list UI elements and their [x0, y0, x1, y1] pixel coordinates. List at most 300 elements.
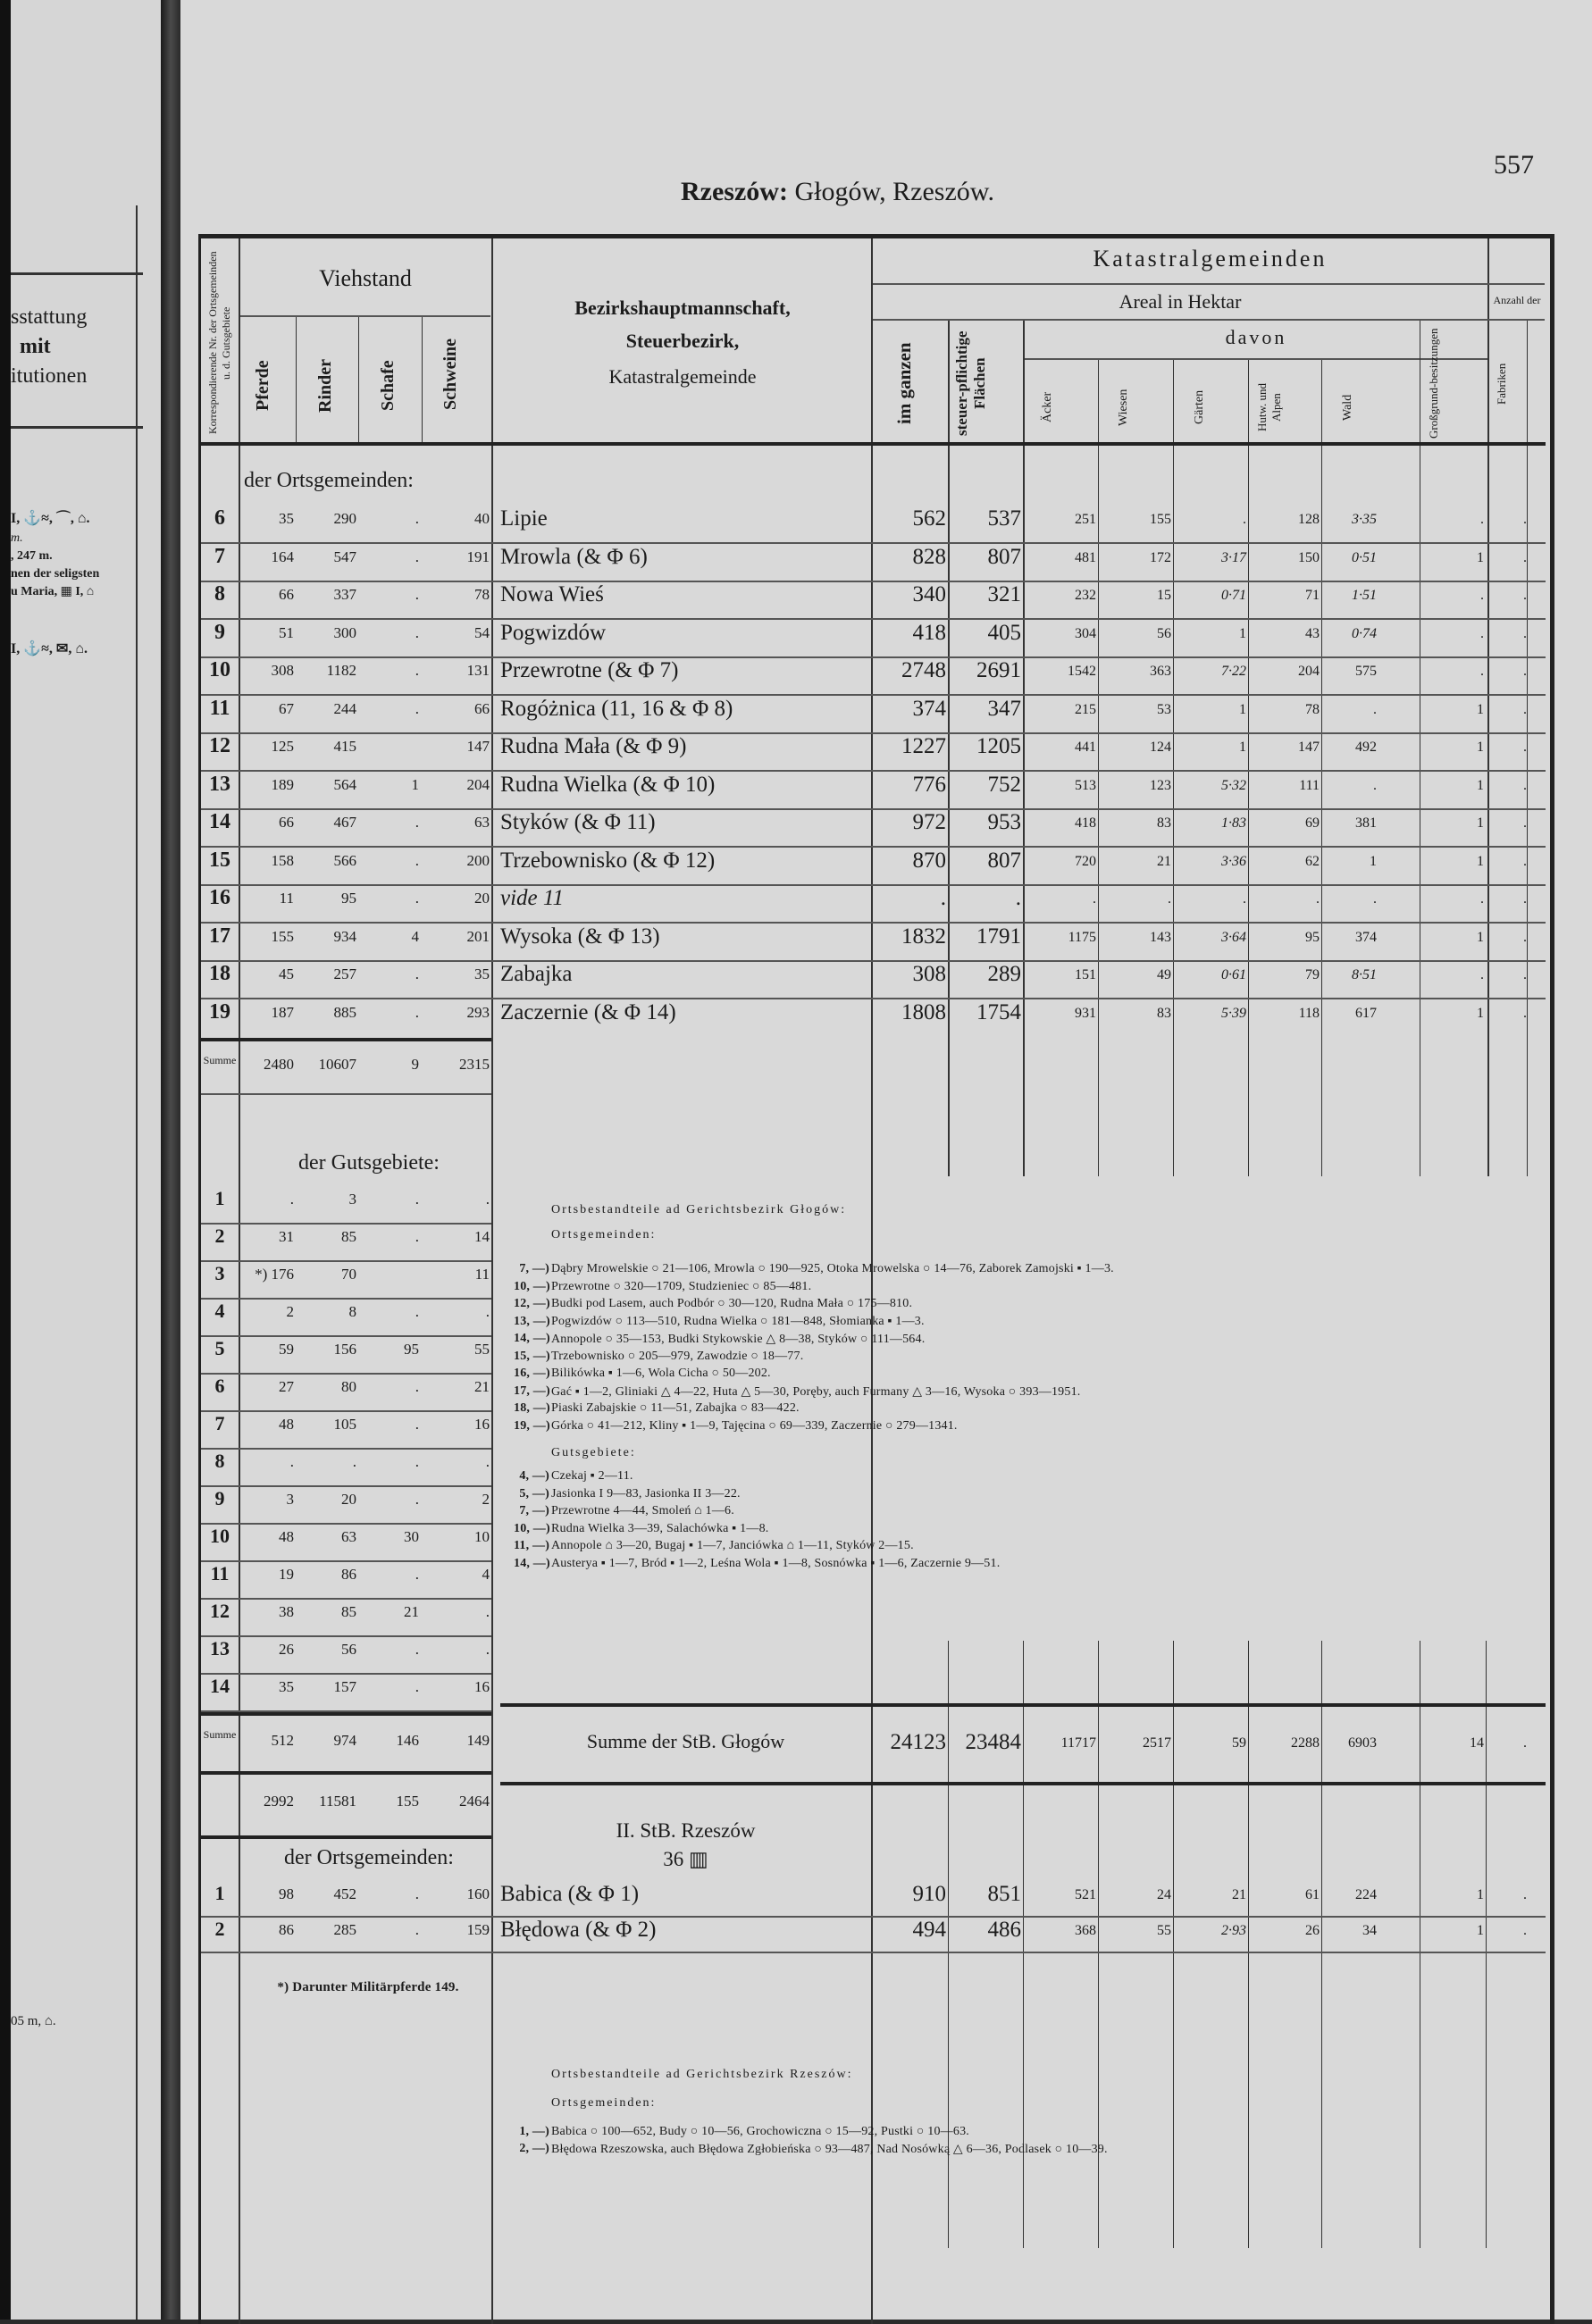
areal-gross: . — [1480, 625, 1484, 641]
areal-wald: 575 — [1355, 664, 1377, 679]
row-divider — [201, 1598, 491, 1600]
col-divider — [1248, 1641, 1249, 2248]
note-ref: 5, —) — [519, 1486, 549, 1501]
row-number: 11 — [210, 1562, 230, 1584]
title-district: Rzeszów: — [681, 177, 788, 206]
areal-ack: 215 — [1075, 701, 1096, 717]
note-line: Babica ○ 100—652, Budy ○ 10—56, Grochowiczna ○ 15—92, Pustki ○ 10—63. — [551, 2125, 969, 2138]
col-header-grossgrund: Großgrund-besitzungen — [1427, 328, 1440, 439]
row-divider — [201, 1260, 491, 1262]
vieh-sc: . — [415, 966, 419, 982]
vieh-ri: 95 — [341, 890, 356, 907]
areal-gross: 1 — [1477, 815, 1484, 831]
areal-steuer: 405 — [987, 620, 1021, 645]
row-number: 17 — [209, 924, 230, 948]
vieh-sw: 14 — [474, 1228, 490, 1245]
vieh-pf: 98 — [279, 1885, 294, 1902]
note-line: Pogwizdów ○ 113—510, Rudna Wielka ○ 181—848, Słomianka ▪ 1—3. — [551, 1314, 925, 1328]
row-divider — [201, 1410, 491, 1412]
stb-heading: II. StB. Rzeszów — [616, 1819, 756, 1842]
row-number: 3 — [214, 1262, 225, 1284]
left-fragment-line: nen der seligsten — [11, 567, 100, 581]
vieh-pf: 35 — [279, 510, 294, 527]
page-edge — [0, 0, 11, 2320]
page-number: 557 — [1494, 150, 1534, 180]
vieh-sw: 2 — [482, 1491, 490, 1508]
row-number: 8 — [214, 1450, 225, 1472]
page — [180, 0, 1592, 2320]
col-divider — [1173, 360, 1174, 1176]
areal-ganz: 374 — [912, 696, 946, 721]
areal-fab: . — [1523, 929, 1527, 945]
col-header-davon: davon — [1225, 326, 1287, 348]
sum-ri: 10607 — [318, 1056, 356, 1073]
areal-steuer: 321 — [987, 582, 1021, 606]
areal-steuer: 1791 — [976, 924, 1021, 949]
areal-ack: 513 — [1075, 777, 1096, 793]
areal-gross: . — [1480, 664, 1484, 679]
areal-hut: 128 — [1298, 512, 1320, 527]
row-number: 2 — [214, 1918, 225, 1940]
vieh-pf: 51 — [279, 623, 294, 641]
note-ref: 16, —) — [514, 1367, 550, 1380]
sum-pf: 512 — [271, 1732, 294, 1749]
left-fragment-line: u Maria, ▦ I, ⌂ — [11, 585, 95, 598]
vieh-sw: 159 — [466, 1921, 490, 1938]
left-heading-2: mit — [20, 335, 51, 358]
vieh-pf: 66 — [279, 814, 294, 831]
areal-gar: 5·32 — [1221, 777, 1246, 793]
vieh-sw: 11 — [474, 1266, 490, 1283]
sum-rule — [201, 1093, 491, 1095]
vieh-sw: 20 — [474, 890, 490, 907]
areal-wie: 21 — [1157, 853, 1171, 869]
vieh-ri: 8 — [348, 1303, 356, 1320]
areal-wald: 1 — [1370, 853, 1377, 869]
col-header-areal: Areal in Hektar — [1119, 290, 1242, 313]
areal-ganz: 870 — [912, 848, 946, 873]
sum-sw: 2315 — [459, 1056, 490, 1073]
vieh-pf: 48 — [279, 1528, 294, 1545]
areal-fab: . — [1523, 512, 1527, 527]
vieh-pf: 27 — [279, 1378, 294, 1395]
notes-heading: Ortsbestandteile ad Gerichtsbezirk Rzeszów: — [551, 2068, 853, 2081]
note-line: Przewrotne 4—44, Smoleń ⌂ 1—6. — [551, 1504, 734, 1517]
areal-ack: 418 — [1075, 815, 1096, 831]
areal-ganz: 1808 — [901, 999, 946, 1024]
left-heading-3: itutionen — [11, 364, 88, 388]
areal-ack: 1542 — [1068, 664, 1096, 679]
col-header-rinder: Rinder — [315, 359, 335, 413]
vieh-sc: . — [415, 1885, 419, 1902]
areal-wald: . — [1373, 777, 1377, 793]
col-header-gaerten: Gärten — [1193, 389, 1206, 425]
katastralgemeinde-name: Lipie — [500, 506, 548, 531]
areal-ack: 931 — [1075, 1005, 1096, 1021]
areal-gross: 1 — [1477, 853, 1484, 869]
areal-wald: 374 — [1355, 929, 1377, 945]
note-line: Trzebownisko ○ 205—979, Zawodzie ○ 18—77. — [551, 1349, 804, 1363]
row-divider — [201, 1635, 491, 1637]
vieh-ri: 290 — [333, 510, 356, 527]
vieh-pf: 187 — [271, 1003, 294, 1021]
vieh-pf: 19 — [279, 1566, 294, 1583]
row-number: 2 — [214, 1225, 225, 1247]
vieh-sc: . — [415, 851, 419, 869]
sum-pf: 2480 — [264, 1056, 294, 1073]
areal-ack: 481 — [1075, 549, 1096, 565]
row-divider — [201, 1298, 491, 1300]
note-line: Jasionka I 9—83, Jasionka II 3—22. — [551, 1486, 741, 1501]
col-divider — [1486, 1641, 1487, 2248]
vieh-pf: 66 — [279, 586, 294, 603]
vieh-sw: 4 — [482, 1566, 490, 1583]
areal-gar: . — [1243, 891, 1246, 907]
areal-gross: 1 — [1477, 929, 1484, 945]
areal-steuer: 851 — [987, 1882, 1021, 1906]
vieh-sw: . — [485, 1603, 490, 1620]
areal-ganz: 1832 — [901, 924, 946, 949]
book-gutter — [161, 0, 180, 2320]
katastralgemeinde-name: Babica (& Φ 1) — [500, 1882, 640, 1906]
col-divider — [1527, 321, 1528, 1176]
vieh-ri: 467 — [333, 814, 356, 831]
col-divider — [1321, 360, 1322, 1176]
areal-ack: 251 — [1075, 512, 1096, 527]
areal-wie: 123 — [1150, 777, 1171, 793]
vieh-sw: 55 — [474, 1341, 490, 1358]
vieh-pf: 155 — [271, 927, 294, 945]
areal-steuer: 953 — [987, 810, 1021, 834]
areal-steuer: 537 — [987, 506, 1021, 531]
areal-wie: 56 — [1157, 625, 1171, 641]
note-ref: 13, —) — [514, 1314, 550, 1328]
sum-rule — [201, 1712, 491, 1716]
areal-ack: . — [1093, 891, 1096, 907]
col-header-wiesen: Wiesen — [1117, 389, 1130, 426]
row-divider — [201, 1673, 491, 1675]
vieh-ri: 566 — [333, 851, 356, 869]
col-header-bezirk-2: Steuerbezirk, — [625, 330, 740, 352]
vieh-pf: 26 — [279, 1641, 294, 1658]
row-number: 6 — [214, 1375, 225, 1397]
row-divider — [201, 1485, 491, 1487]
areal-gar: 1 — [1239, 701, 1246, 717]
col-header-fabriken: Fabriken — [1495, 363, 1508, 405]
areal-ack: 304 — [1075, 625, 1096, 641]
note-ref: 10, —) — [514, 1521, 550, 1535]
row-number: 10 — [209, 658, 230, 681]
vieh-sc: . — [415, 814, 419, 831]
left-page-border — [136, 205, 138, 2320]
col-header-steuerpflichtig: steuer-pflichtige Flächen — [953, 330, 988, 437]
vieh-sw: . — [485, 1641, 490, 1658]
areal-fab: . — [1523, 1923, 1527, 1938]
areal-wald: 492 — [1355, 740, 1377, 755]
vieh-ri: 1182 — [326, 662, 356, 679]
vieh-pf: 164 — [271, 548, 294, 565]
divider — [873, 283, 1545, 285]
row-number: 12 — [210, 1600, 230, 1622]
areal-fab: . — [1523, 1005, 1527, 1021]
areal-ganz: 308 — [912, 962, 946, 986]
katastralgemeinde-name: Wysoka (& Φ 13) — [500, 924, 660, 949]
vieh-sc: . — [415, 1378, 419, 1395]
vieh-sc: . — [415, 1491, 419, 1508]
note-ref: 4, —) — [519, 1469, 549, 1483]
vieh-ri: 63 — [341, 1528, 356, 1545]
areal-hut: 150 — [1298, 549, 1320, 565]
vieh-pf: 35 — [279, 1678, 294, 1695]
vieh-sc: . — [415, 1003, 419, 1021]
areal-wie: 172 — [1150, 549, 1171, 565]
vieh-ri: 564 — [333, 775, 356, 793]
areal-wie: 143 — [1150, 929, 1171, 945]
col-header-bezirk-3: Katastralgemeinde — [608, 365, 757, 388]
col-divider — [296, 317, 297, 442]
statistics-table — [198, 234, 1554, 2324]
vieh-sw: . — [485, 1191, 490, 1208]
katastralgemeinde-name: Pogwizdów — [500, 620, 607, 645]
areal-gross: . — [1480, 588, 1484, 603]
areal-ganz: 562 — [912, 506, 946, 531]
areal-ack: 720 — [1075, 853, 1096, 869]
row-number: 19 — [209, 999, 230, 1024]
areal-gar: 59 — [1232, 1735, 1246, 1751]
katastralgemeinde-name: Zabajka — [500, 962, 573, 986]
areal-hut: 95 — [1305, 929, 1320, 945]
vieh-pf: 308 — [271, 662, 294, 679]
areal-ganz: 494 — [912, 1918, 946, 1942]
note-ref: 14, —) — [514, 1332, 550, 1345]
vieh-sc: . — [415, 1453, 419, 1470]
row-number: 7 — [214, 544, 225, 568]
vieh-sc: 1 — [411, 775, 419, 793]
areal-ack: 1175 — [1068, 929, 1096, 945]
areal-gross: 1 — [1477, 777, 1484, 793]
areal-hut: 43 — [1305, 625, 1320, 641]
areal-gar: 2·93 — [1221, 1923, 1246, 1938]
areal-gar: 0·61 — [1221, 967, 1246, 982]
col-divider — [1321, 1641, 1322, 2248]
vieh-ri: 885 — [333, 1003, 356, 1021]
notes-subheading: Gutsgebiete: — [551, 1446, 636, 1459]
areal-gross: 14 — [1470, 1735, 1484, 1751]
areal-steuer: . — [1015, 886, 1021, 910]
section-label-ortsgemeinden: der Ortsgemeinden: — [244, 469, 414, 492]
note-line: Dąbry Mrowelskie ○ 21—106, Mrowla ○ 190—925, Otoka Mrowelska ○ 14—76, Zaborek Zamojski ▪ 1—3. — [551, 1262, 1114, 1275]
row-divider — [201, 1523, 491, 1525]
sum-ri: 974 — [333, 1732, 356, 1749]
vieh-sw: 54 — [474, 623, 490, 641]
areal-fab: . — [1523, 1735, 1527, 1751]
katastralgemeinde-name: Trzebownisko (& Φ 12) — [500, 848, 716, 873]
areal-wie: 15 — [1157, 588, 1171, 603]
row-number: 16 — [209, 886, 230, 909]
vieh-ri: 285 — [333, 1921, 356, 1938]
vieh-pf: 158 — [271, 851, 294, 869]
row-number: 4 — [214, 1300, 225, 1322]
vieh-sc: . — [415, 890, 419, 907]
areal-gar: 1·83 — [1221, 815, 1246, 831]
vieh-ri: 257 — [333, 966, 356, 982]
vieh-sc: 95 — [404, 1341, 419, 1358]
areal-wald: 224 — [1355, 1887, 1377, 1902]
col-divider — [1098, 360, 1099, 1176]
row-number: 15 — [209, 848, 230, 872]
section-label-ortsgemeinden: der Ortsgemeinden: — [284, 1846, 454, 1869]
areal-hut: 2288 — [1291, 1735, 1320, 1751]
areal-gross: . — [1480, 512, 1484, 527]
vieh-sc: . — [415, 1678, 419, 1695]
areal-ganz: . — [940, 886, 946, 910]
areal-steuer: 1205 — [976, 734, 1021, 758]
vieh-pf: 45 — [279, 966, 294, 982]
vieh-sw: 63 — [474, 814, 490, 831]
areal-steuer: 807 — [987, 544, 1021, 569]
left-fragment-line: , 247 m. — [11, 549, 53, 563]
sum-rule — [201, 1835, 491, 1839]
summary-label: Summe der StB. Głogów — [586, 1730, 785, 1752]
col-header-pferde: Pferde — [253, 360, 272, 412]
vieh-sc: . — [415, 1566, 419, 1583]
note-line: Gać ▪ 1—2, Gliniaki △ 4—22, Huta △ 5—30, Poręby, auch Furmany △ 3—16, Wysoka ○ 393—1951. — [551, 1384, 1081, 1399]
title-subdistricts: Głogów, Rzeszów. — [787, 177, 995, 206]
note-line: Rudna Wielka 3—39, Salachówka ▪ 1—8. — [551, 1521, 769, 1535]
areal-ganz: 776 — [912, 772, 946, 797]
left-page-fragment — [0, 0, 161, 2320]
row-number: 13 — [210, 1637, 230, 1659]
areal-hut: 111 — [1299, 777, 1320, 793]
areal-ganz: 340 — [912, 582, 946, 606]
note-line: Budki pod Lasem, auch Podbór ○ 30—120, Rudna Mała ○ 175—810. — [551, 1297, 913, 1310]
total-sw: 2464 — [459, 1793, 490, 1810]
areal-wie: 363 — [1150, 664, 1171, 679]
divider — [11, 426, 143, 429]
areal-fab: . — [1523, 1887, 1527, 1902]
col-header-schafe: Schafe — [378, 360, 398, 412]
katastralgemeinde-name: Nowa Wieś — [500, 582, 604, 606]
col-divider — [1248, 360, 1249, 1176]
areal-hut: 61 — [1305, 1887, 1320, 1902]
col-divider — [422, 317, 423, 442]
footnote: *) Darunter Militärpferde 149. — [277, 1980, 459, 1994]
vieh-ri: 244 — [333, 699, 356, 717]
col-header-schweine: Schweine — [440, 339, 460, 411]
areal-ganz: 24123 — [890, 1730, 946, 1754]
vieh-sw: . — [485, 1303, 490, 1320]
row-number: 7 — [214, 1412, 225, 1434]
vieh-pf: 189 — [271, 775, 294, 793]
areal-gross: . — [1480, 967, 1484, 982]
vieh-ri: 86 — [341, 1566, 356, 1583]
sum-sc: 9 — [411, 1056, 419, 1073]
areal-wie: 83 — [1157, 1005, 1171, 1021]
areal-hut: 118 — [1298, 1005, 1320, 1021]
areal-wie: 24 — [1157, 1887, 1171, 1902]
vieh-sw: 35 — [474, 966, 490, 982]
areal-gar: 1 — [1239, 740, 1246, 755]
row-number: 1 — [214, 1187, 225, 1209]
row-number: 9 — [214, 1487, 225, 1509]
note-ref: 10, —) — [514, 1279, 550, 1293]
katastralgemeinde-name: vide 11 — [500, 886, 565, 910]
areal-fab: . — [1523, 701, 1527, 717]
areal-ganz: 418 — [912, 620, 946, 645]
vieh-sw: 160 — [466, 1885, 490, 1902]
katastralgemeinde-name: Rudna Mała (& Φ 9) — [500, 734, 687, 758]
areal-wald: 6903 — [1348, 1735, 1377, 1751]
col-divider — [1173, 1641, 1174, 2248]
vieh-ri: 452 — [333, 1885, 356, 1902]
total-sc: 155 — [396, 1793, 419, 1810]
areal-wald: 34 — [1362, 1923, 1377, 1938]
vieh-pf: 59 — [279, 1341, 294, 1358]
note-line: Górka ○ 41—212, Kliny ▪ 1—9, Tajęcina ○ 69—339, Zaczernie ○ 279—1341. — [551, 1418, 958, 1433]
vieh-ri: 415 — [333, 738, 356, 755]
row-number: 5 — [214, 1337, 225, 1359]
sum-sw: 149 — [466, 1732, 490, 1749]
vieh-ri: 934 — [333, 927, 356, 945]
note-line: Czekaj ▪ 2—11. — [551, 1469, 633, 1483]
col-divider — [1098, 1641, 1099, 2248]
areal-steuer: 752 — [987, 772, 1021, 797]
areal-gross: 1 — [1477, 1923, 1484, 1938]
areal-gar: 3·64 — [1221, 929, 1246, 945]
page-title — [681, 177, 994, 207]
areal-ganz: 910 — [912, 1882, 946, 1906]
katastralgemeinde-name: Przewrotne (& Φ 7) — [500, 658, 679, 682]
col-divider — [491, 238, 493, 2324]
areal-hut: 26 — [1305, 1923, 1320, 1938]
vieh-ri: 3 — [348, 1191, 356, 1208]
vieh-sw: 16 — [474, 1678, 490, 1695]
section-label-gutsgebiete: der Gutsgebiete: — [298, 1151, 440, 1175]
areal-fab: . — [1523, 740, 1527, 755]
areal-wald: . — [1373, 701, 1377, 717]
vieh-sc: . — [415, 623, 419, 641]
areal-wald: 0·51 — [1352, 549, 1377, 565]
areal-wald: . — [1373, 891, 1377, 907]
areal-wie: 83 — [1157, 815, 1171, 831]
vieh-ri: 85 — [341, 1228, 356, 1245]
areal-steuer: 2691 — [976, 658, 1021, 682]
sum-sc: 146 — [396, 1732, 419, 1749]
vieh-pf: 86 — [279, 1921, 294, 1938]
vieh-ri: 157 — [333, 1678, 356, 1695]
areal-fab: . — [1523, 891, 1527, 907]
vieh-sc: . — [415, 1191, 419, 1208]
areal-wie: 55 — [1157, 1923, 1171, 1938]
areal-gar: 3·17 — [1221, 549, 1246, 565]
vieh-pf: . — [289, 1453, 294, 1470]
notes-heading: Ortsbestandteile ad Gerichtsbezirk Głogów: — [551, 1203, 847, 1216]
col-header-wald: Wald — [1341, 394, 1354, 421]
left-heading-1: sstattung — [11, 305, 88, 329]
vieh-sc: 4 — [411, 927, 419, 945]
katastralgemeinde-name: Rudna Wielka (& Φ 10) — [500, 772, 716, 797]
note-ref: 2, —) — [519, 2142, 549, 2155]
vieh-ri: 85 — [341, 1603, 356, 1620]
sum-rule — [201, 1771, 491, 1775]
vieh-ri: 20 — [341, 1491, 356, 1508]
row-number: 14 — [210, 1675, 230, 1697]
areal-ack: 441 — [1075, 740, 1096, 755]
row-divider — [201, 1335, 491, 1337]
areal-wald: 0·74 — [1352, 625, 1377, 641]
left-fragment-line: 05 m, ⌂. — [11, 2014, 56, 2028]
vieh-ri: 80 — [341, 1378, 356, 1395]
